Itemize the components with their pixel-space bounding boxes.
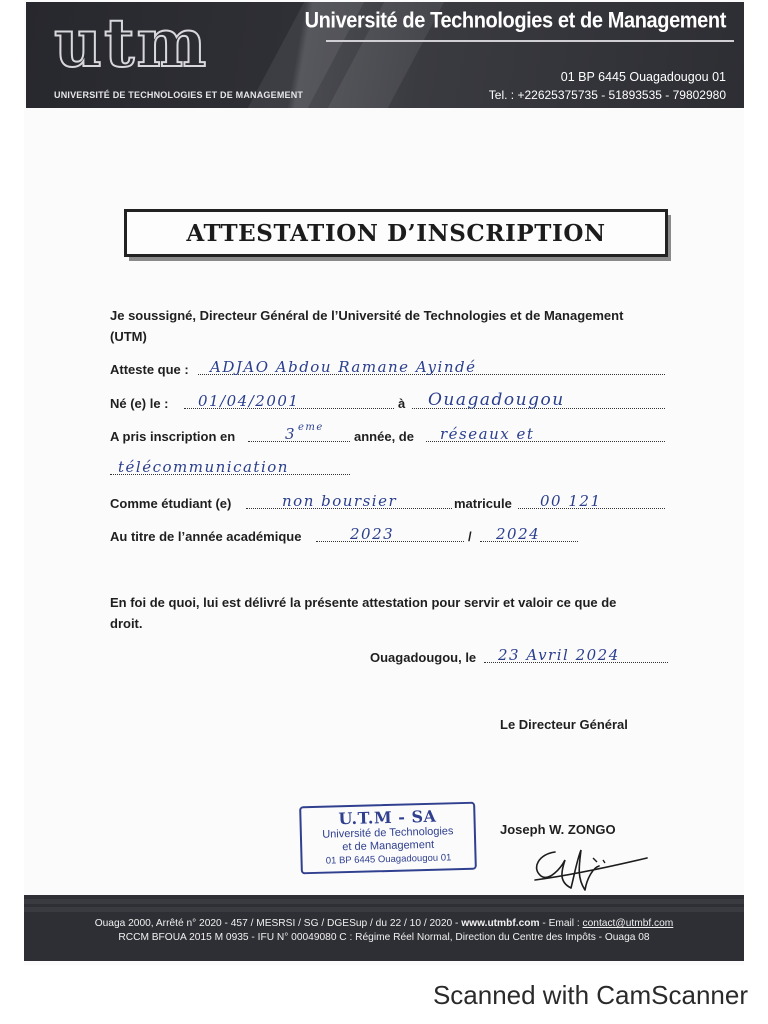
footer-website: www.utmbf.com [461, 918, 540, 929]
dotted-line [248, 441, 350, 442]
closing-line-2: droit. [110, 616, 143, 631]
intro-line-1: Je soussigné, Directeur Général de l’Université de Technologies et de Management [110, 308, 624, 323]
birth-date: 01/04/2001 [198, 392, 300, 410]
year-superscript: eme [298, 422, 324, 433]
field-status [110, 492, 665, 514]
logo-caption: UNIVERSITÉ DE TECHNOLOGIES ET DE MANAGEMENT [54, 90, 304, 100]
footer-line-1 [30, 918, 738, 929]
status-value: non boursier [282, 492, 398, 510]
document-title: ATTESTATION D’INSCRIPTION [186, 219, 606, 247]
utm-logo: utm [54, 4, 209, 82]
birth-place: Ouagadougou [428, 390, 565, 410]
intro-line-2: (UTM) [110, 329, 147, 344]
header-rule [326, 40, 734, 42]
university-name: Université de Technologies et de Management [304, 8, 726, 34]
field-birth [110, 392, 665, 414]
birth-place-label: à [398, 396, 406, 411]
signatory-name: Joseph W. ZONGO [500, 822, 616, 837]
year-separator: / [468, 529, 472, 544]
place-date-label: Ouagadougou, le [370, 650, 477, 665]
footer-email: contact@utmbf.com [582, 918, 674, 929]
footer-band [24, 895, 744, 961]
matricule-value: 00 121 [540, 492, 602, 510]
footer-legal: Ouaga 2000, Arrêté n° 2020 - 457 / MESRSI / SG / DGESup / du 22 / 10 / 2020 - [94, 918, 462, 929]
field-academic-year [110, 525, 665, 547]
university-phone: Tel. : +22625375735 - 51893535 - 79802980 [488, 88, 726, 102]
field-program-cont [110, 458, 665, 480]
status-label: Comme étudiant (e) [110, 496, 232, 511]
footer-bar [24, 907, 744, 912]
academic-year-label: Au titre de l’année académique [110, 529, 302, 544]
letterhead [26, 2, 744, 108]
footer-bar [24, 899, 744, 904]
issue-date: 23 Avril 2024 [498, 646, 620, 664]
field-inscription [110, 422, 665, 447]
stamp-address: 01 BP 6445 Ouagadougou 01 [325, 852, 452, 867]
year-level: 3 [285, 425, 297, 443]
university-address: 01 BP 6445 Ouagadougou 01 [560, 70, 726, 84]
title-box [124, 209, 668, 257]
inscription-label: A pris inscription en [110, 429, 236, 444]
field-atteste [110, 358, 665, 380]
academic-year-end: 2024 [496, 525, 541, 543]
closing-line-1: En foi de quoi, lui est délivré la présente attestation pour servir et valoir ce que de [110, 595, 617, 610]
university-stamp [299, 802, 477, 875]
matricule-label: matricule [454, 496, 512, 511]
academic-year-start: 2023 [350, 525, 395, 543]
program-line-2: télécommunication [118, 458, 289, 476]
stamp-line-1: Université de Technologies [322, 825, 454, 841]
student-name: ADJAO Abdou Ramane Ayindé [210, 358, 477, 376]
program-line-1: réseaux et [440, 425, 535, 443]
signatory-title: Le Directeur Général [500, 717, 628, 732]
footer-line-2: RCCM BFOUA 2015 M 0935 - IFU N° 00049080 C : Régime Réel Normal, Direction du Centre des Impôts - Ouaga 08 [118, 932, 650, 943]
field-place-date [370, 646, 668, 668]
birth-label: Né (e) le : [110, 396, 169, 411]
footer-email-label: - Email : [539, 918, 583, 929]
annee-label: année, de [354, 429, 414, 444]
scanner-watermark: Scanned with CamScanner [432, 980, 748, 1010]
handwritten-signature [515, 838, 655, 898]
stamp-line-2: et de Management [342, 838, 435, 854]
atteste-label: Atteste que : [110, 362, 189, 377]
stamp-title: U.T.M - SA [338, 806, 437, 829]
